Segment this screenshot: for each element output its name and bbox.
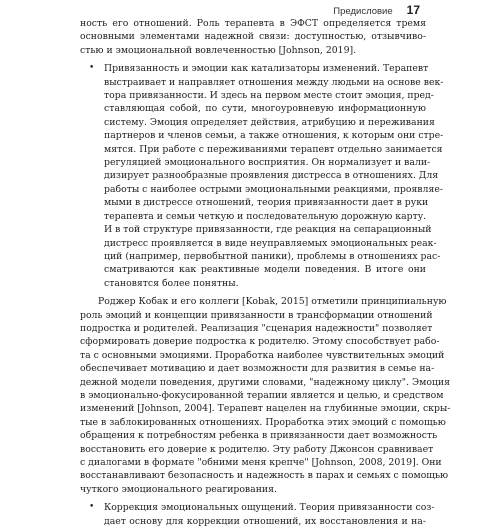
text-line: обеспечивает мотивацию и дает возможности для развития в семье на-	[80, 363, 435, 375]
text-line: с диалогами в формате "обними меня крепче" [Johnson, 2008, 2019]. Они	[80, 457, 442, 468]
text-line: И в той структуре привязанности, где реакция на сепарационный	[104, 224, 432, 236]
text-line: в эмоционально-фокусированной терапии является и целью, и средством	[80, 389, 444, 401]
bullet-marker: •	[89, 63, 95, 74]
continuation-paragraph	[80, 17, 426, 57]
text-line: восстановить его доверие к родителю. Эту работу Джонсон сравнивает	[80, 443, 434, 455]
text-line: систему. Эмоция определяет действия, атрибуцию и переживания	[104, 116, 435, 128]
bullet-marker: •	[89, 502, 95, 513]
text-line: Роджер Кобак и его коллеги [Kobak, 2015] отметили принципиальную	[98, 296, 447, 308]
text-line: сформировать доверие подростка к родителю. Этому способствует рабо-	[80, 336, 440, 348]
text-line: дизирует разнообразные проявления дистресса в отношениях. Для	[104, 170, 439, 182]
text-line: основными элементами надежной связи: доступностью, отзывчиво-	[80, 31, 426, 43]
text-line: дежной модели поведения, другими словами, "надежному циклу". Эмоция	[80, 376, 450, 388]
text-line: роль эмоций и концепции привязанности в трансформации отношений	[80, 309, 433, 321]
text-line: Привязанность и эмоции как катализаторы изменений. Терапевт	[104, 63, 429, 75]
text-line: Коррекция эмоциональных ощущений. Теория привязанности соз-	[104, 502, 435, 514]
text-line: ций (например, первобытной паники), проблемы в отношениях рас-	[104, 250, 441, 262]
text-line: обращения к потребностям ребенка в привязанности дает возможность	[80, 430, 438, 442]
text-line: сматриваются как реактивные модели поведения. В итоге они	[104, 264, 426, 276]
text-line: тые в заблокированных отношениях. Проработка этих эмоций с помощью	[80, 416, 446, 428]
text-line: изменений [Johnson, 2004]. Терапевт нацелен на глубинные эмоции, скры-	[80, 403, 451, 415]
text-line: терапевта и семьи четкую и последовательную дорожную карту.	[104, 210, 427, 222]
text-line: партнеров и членов семьи, а также отношения, к которым они стре-	[104, 130, 444, 142]
text-line: регуляцией эмоционального восприятия. Он нормализует и вали-	[104, 157, 431, 169]
running-header	[333, 3, 420, 17]
text-line: мятся. При работе с переживаниями терапевт отдельно занимается	[104, 143, 443, 155]
text-line: ставляющая собой, по сути, многоуровневую информационную	[104, 103, 426, 115]
text-line: мыми в дистрессе отношений, теория привязанности дает в руки	[104, 197, 429, 209]
bullet-item-attachment-emotions	[80, 62, 444, 290]
text-line: ность его отношений. Роль терапевта в ЭФСТ определяется тремя	[80, 18, 426, 29]
running-title: Предисловие	[333, 6, 393, 17]
text-line: выстраивает и направляет отношения между людьми на основе век-	[104, 76, 444, 88]
text-line: дает основу для коррекции отношений, их восстановления и на-	[104, 515, 426, 527]
text-line: работы с наиболее острыми эмоциональными реакциями, проявляе-	[104, 183, 443, 195]
text-line: восстанавливают безопасность и надежность в парах и семьях с помощью	[80, 470, 449, 482]
body-text	[80, 17, 451, 528]
text-line: подростка и родителей. Реализация "сценария надежности" позволяет	[80, 322, 433, 334]
page-number: 17	[406, 3, 420, 17]
text-line: стью и эмоциональной вовлеченностью [Johnson, 2019].	[80, 44, 357, 56]
text-line: тора привязанности. И здесь на первом месте стоит эмоция, пред-	[104, 90, 434, 102]
text-line: дистресс проявляется в виде неуправляемых эмоциональных реак-	[104, 237, 437, 249]
bullet-item-emotional-correction	[80, 501, 435, 528]
text-line: та с основными эмоциями. Проработка наиболее чувствительных эмоций	[80, 349, 445, 361]
text-line: становятся более понятны.	[104, 277, 239, 289]
text-line: чуткого эмоционального реагирования.	[80, 483, 277, 495]
paragraph-kobak	[80, 295, 451, 496]
